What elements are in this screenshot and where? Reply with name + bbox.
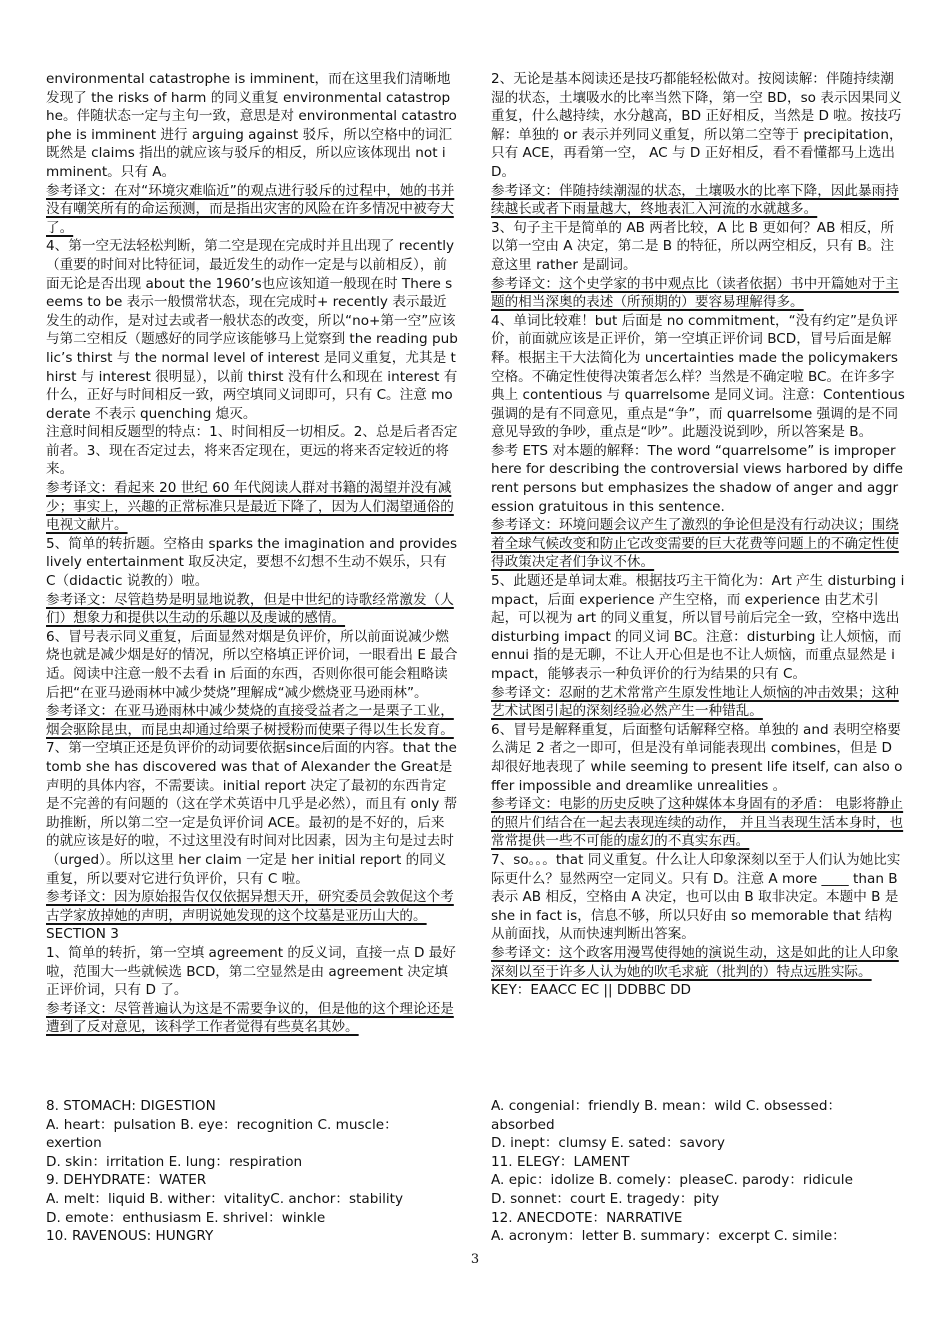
explanation-paragraph: 3、句子主干是简单的 AB 两者比较，A 比 B 更如何？AB 相反，所以第一空由 A 决定，第二是 B 的特征，所以两空相反，只有 B。注意这里 rather 是副词。 (491, 219, 895, 273)
reference-translation: 参考译文：这个政客用漫骂使得她的演说生动，这是如此的让人印象深刻以至于许多人认为她的吹毛求疵（批判的）特点远胜实际。 (491, 944, 899, 980)
analogy-line: D. emote：enthusiasm E. shrivel：winkle (46, 1209, 326, 1226)
reference-translation: 参考译文：尽管普遍认为这是不需要争议的，但是他的这个理论还是遭到了反对意见，该科学工作者觉得有些莫名其妙。 (46, 1000, 454, 1036)
right-column (491, 70, 905, 1000)
explanation-paragraph: 6、冒号是解释重复，后面整句话解释空格。单独的 and 表明空格要么满足 2 者之一即可，但是没有单词能表现出 combines，但是 D 却很好地表现了 while seeming to present life itself, can also offer impossible and dreamlike unrealities 。 (491, 721, 903, 794)
explanation-paragraph: 1、简单的转折，第一空填 agreement 的反义词，直接一点 D 最好啦，范围大一些就候选 BCD，第二空显然是由 agreement 决定填正评价词，只有 D 了。 (46, 944, 456, 999)
explanation-paragraph: KEY：EAACC EC || DDBBC DD (491, 982, 692, 999)
analogy-questions-right (491, 1097, 905, 1246)
analogy-line: 9. DEHYDRATE：WATER (46, 1172, 207, 1189)
reference-translation: 参考译文：在对“环境灾难临近”的观点进行驳斥的过程中，她的书并没有嘲笑所有的命运预测，而是指出灾害的风险在许多情况中被夸大了。 (46, 182, 455, 236)
analogy-line: 8. STOMACH: DIGESTION (46, 1098, 216, 1114)
analogy-line: A. congenial：friendly B. mean：wild C. obsessed： (491, 1098, 842, 1114)
analogy-line: 10. RAVENOUS: HUNGRY (46, 1228, 214, 1245)
left-column (46, 70, 458, 1037)
analogy-line: 12. ANECDOTE：NARRATIVE (491, 1209, 683, 1226)
explanation-paragraph: SECTION 3 (46, 926, 119, 943)
analogy-line: D. sonnet：court E. tragedy：pity (491, 1190, 720, 1207)
reference-translation: 参考译文：这个史学家的书中观点比（读者依据）书中开篇她对于主题的相当深奥的表述（所预期的）要容易理解得多。 (491, 275, 899, 311)
analogy-questions-left (46, 1097, 458, 1246)
analogy-line: A. heart：pulsation B. eye：recognition C. muscle： (46, 1116, 398, 1133)
reference-translation: 参考译文：因为原始报告仅仅依据异想天开，研究委员会敦促这个考古学家放掉她的声明，声明说她发现的这个坟墓是亚历山大的。 (46, 889, 454, 924)
explanation-paragraph: 7、so。。。that 同义重复。什么让人印象深刻以至于人们认为她比实际更什么？显然两空一定同义。只有 D。注意 A more ____ than B 表示 AB 相反，空格由 A 决定，也可以由 B 取非决定。本题中 B 是 she in fact is，信息不够，所以只好由 so memorable that 结构从前面找，从而快速判断出答案。 (491, 851, 901, 943)
analogy-line: exertion (46, 1135, 102, 1152)
analogy-line: D. inept：clumsy E. sated：savory (491, 1135, 725, 1152)
explanation-paragraph: 注意时间相反题型的特点：1、时间相反一切相反。2、总是后者否定前者。3、现在否定过去，将来否定现在，更远的将来否定较近的将来。 (46, 424, 458, 478)
reference-translation: 参考译文：电影的历史反映了这种媒体本身固有的矛盾： 电影将静止的照片们结合在一起去表现连续的动作， 并且当表现生活本身时，也常常提供一些不可能的虚幻的不真实东西。 (491, 796, 904, 850)
analogy-line: absorbed (491, 1116, 555, 1133)
reference-translation: 参考译文：伴随持续潮湿的状态，土壤吸水的比率下降，因此暴雨持续越长或者下雨量越大，终地表汇入河流的水就越多。 (491, 182, 899, 218)
explanation-paragraph: 6、冒号表示同义重复，后面显然对烟是负评价，所以前面说减少燃烧也就是减少烟是好的情况，所以空格填正评价词，一眼看出 E 最合适。阅读中注意一般不去看 in 后面的东西，否则你很可能会粗略读后把“在亚马逊雨林中减少焚烧”理解成“减少燃烧亚马逊雨林”。 (46, 628, 458, 701)
explanation-paragraph: 2、无论是基本阅读还是技巧都能轻松做对。按阅读解：伴随持续潮湿的状态，土壤吸水的比率当然下降，第一空 BD，so 表示因果同义重复，什么越持续，水分越高，BD 正好相反，当然是 D 啦。按技巧解：单独的 or 表示并列同义重复，所以第二空等于 precipitation，只有 ACE，再看第一空， AC 与 D 正好相反，看不看懂都马上选出 D。 (491, 71, 903, 180)
reference-translation: 参考译文：尽管趋势是明显地说教，但是中世纪的诗歌经常激发（人们）想象力和提供以生动的乐趣以及虔诚的感情。 (46, 591, 454, 627)
explanation-paragraph: 5、简单的转折题。空格由 sparks the imagination and provides lively entertainment 取反决定，要想不幻想不生动不娱乐，只有 C（didactic 说教的）啦。 (46, 535, 458, 590)
explanation-paragraph: 4、第一空无法轻松判断，第二空是现在完成时并且出现了 recently（重要的时间对比特征词，最近发生的动作一定是与以前相反），前面无论是否出现 about the 1960’s也应该知道一般现在时 There seems to be 表示一般惯常状态，现在完成时+ recently 表示最近发生的动作，是对过去或者一般状态的改变，所以“no+第一空”应该与第二空相反（题感好的同学应该能够马上觉察到 the reading public’s thirst 与 the normal level of interest 是同义重复，尤其是 thirst 与 interest 很明显），以前 thirst 没有什么和现在 interest 有什么，正好与时间相反一致，两空填同义词即可，只有 C。注意 moderate 不表示 quenching 熄灭。 (46, 238, 458, 422)
reference-translation: 参考译文：在亚马逊雨林中减少焚烧的直接受益者之一是栗子工业，烟会驱除昆虫，而昆虫却通过给栗子树授粉而使栗子得以生长发育。 (46, 703, 454, 738)
analogy-line: A. melt：liquid B. wither：vitalityC. anchor：stability (46, 1190, 404, 1207)
explanation-paragraph: 4、单词比较难！but 后面是 no commitment，“没有约定”是负评价，前面就应该是正评价，第一空填正评价词 BCD，冒号后面是解释。根据主干大法简化为 uncertainties made the policymakers 空格。不确定性使得决策者怎么样？当然是不确定啦 BC。在许多字典上 contentious 与 quarrelsome 是同义词。注意：Contentious 强调的是有不同意见，重点是“争”，而 quarrelsome 强调的是不同意见导致的争吵，重点是“吵”。此题没说到吵，所以答案是 B。 (491, 312, 905, 441)
analogy-line: A. epic：idolize B. comely：pleaseC. parody：ridicule (491, 1172, 853, 1189)
reference-translation: 参考译文：看起来 20 世纪 60 年代阅读人群对书籍的渴望并没有减少；事实上，兴趣的正常标准只是最近下降了，因为人们渴望通俗的电视文献片。 (46, 480, 454, 534)
analogy-line: 11. ELEGY：LAMENT (491, 1153, 630, 1170)
page-number: 3 (470, 1252, 480, 1267)
explanation-paragraph: environmental catastrophe is imminent，而在这里我们清晰地发现了 the risks of harm 的同义重复 environmental catastrophe。伴随状态一定与主句一致，意思是对 environmental catastrophe is imminent 进行 arguing against 驳斥，所以空格中的词汇既然是 claims 指出的就应该与驳斥的相反，所以应该体现出 not imminent。只有 A。 (46, 71, 457, 180)
analogy-line: D. skin：irritation E. lung：respiration (46, 1153, 303, 1170)
explanation-paragraph: 7、第一空填正还是负评价的动词要依据since后面的内容。that the tomb she has discovered was that of Alexander the Great是声明的具体内容，不需要读。initial report 决定了最初的东西肯定是不完善的有问题的（这在学术英语中几乎是必然），而且有 only 帮助推断，所以第二空一定是负评价词 ACE。最初的是不好的，后来的就应该是好的啦，不过这里没有时间对比因素，因为主句是过去时（urged）。所以这里 her claim 一定是 her initial report 的同义重复，所以要对它进行负评价，只有 C 啦。 (46, 740, 458, 887)
analogy-line: A. acronym：letter B. summary：excerpt C. simile： (491, 1228, 846, 1245)
reference-translation: 参考译文：环境问题会议产生了激烈的争论但是没有行动决议；围绕着全球气候改变和防止它改变需要的巨大花费等问题上的不确定性使得政策决定者们争议不休。 (491, 517, 899, 571)
explanation-paragraph: 5、此题还是单词太难。根据技巧主干简化为：Art 产生 disturbing impact，后面 experience 产生空格，而 experience 由艺术引起，可以视为 art 的同义重复，所以冒号前后完全一致，空格中选出 disturbing impact 的同义词 BC。注意：disturbing 让人烦恼，而 ennui 指的是无聊，不让人开心但是也不让人烦恼，而重点显然是 impact，能够表示一种负评价的行为结果的只有 C。 (491, 573, 905, 682)
reference-translation: 参考译文：忍耐的艺术常常产生原发性地让人烦恼的冲击效果；这种艺术试图引起的深刻经验必然产生一种错乱。 (491, 684, 899, 720)
explanation-paragraph: 参考 ETS 对本题的解释：The word “quarrelsome” is improper here for describing the controversial views harbored by different persons but emphasizes the shadow of anger and aggression gratuitous in this sentence. (491, 442, 904, 515)
